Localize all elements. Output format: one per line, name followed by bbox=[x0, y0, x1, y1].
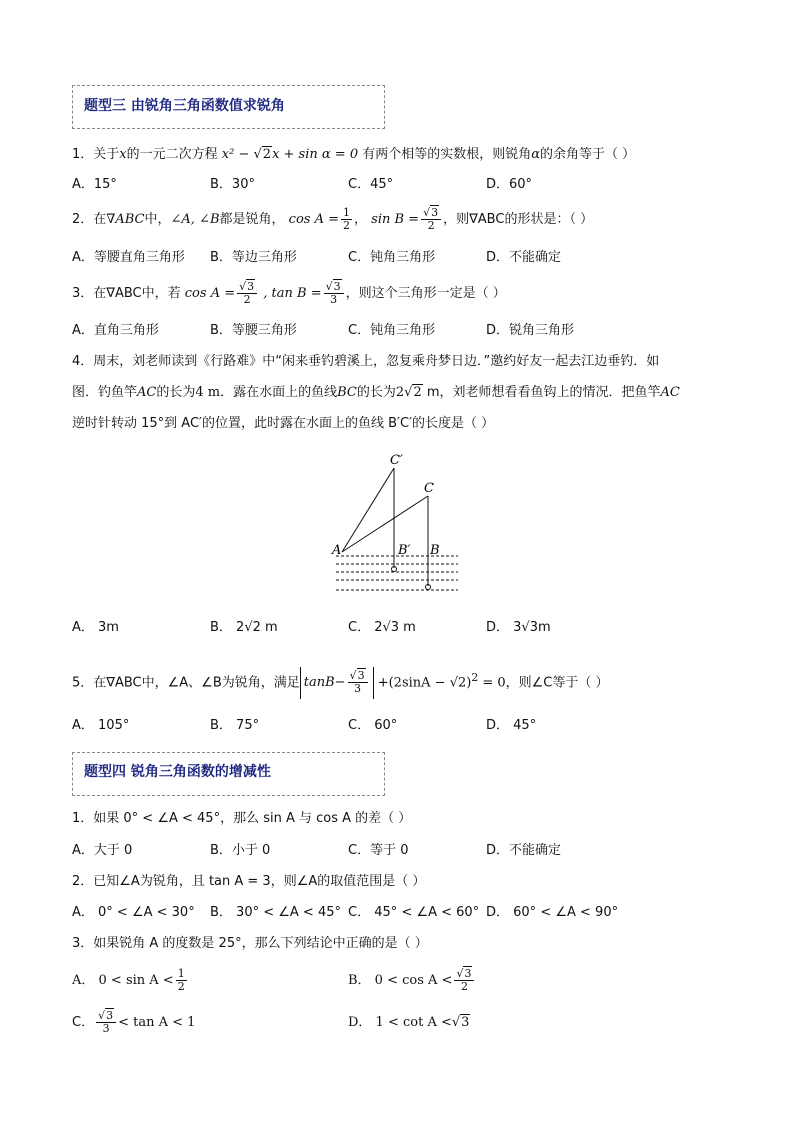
q3-stem: 3．在∇ABC中，若 cos A = $\frac{√3}{2}$ , tan B = $\frac{√3}{3}$ ，则这个三角形一定是（ ） bbox=[72, 280, 506, 306]
q2-stem: 2．在∇ABC中，∠A, ∠B都是锐角， cos A = $\frac{1}{2}$ ， sin B = $\frac{√3}{2}$ ，则∇ABC的形状是：（ ） bbox=[72, 206, 594, 232]
q4-line3: 逆时针转动 15°到 AC′的位置，此时露在水面上的鱼线 B′C′的长度是（ ） bbox=[72, 416, 495, 431]
q2-option-d[interactable]: D．不能确定 bbox=[486, 250, 562, 265]
q2-option-a[interactable]: A．等腰直角三角形 bbox=[72, 250, 185, 265]
label-b-prime: B′ bbox=[398, 543, 411, 558]
s4-q3-option-a[interactable]: A． 0 < sin A < $\frac{1}{2}$ bbox=[72, 967, 185, 993]
q2-option-c[interactable]: C．钝角三角形 bbox=[348, 250, 436, 265]
q5-option-c[interactable]: C． 60° bbox=[348, 718, 398, 733]
section4-title: 题型四 锐角三角函数的增减性 bbox=[84, 764, 271, 780]
s4-q1-option-b[interactable]: B．小于 0 bbox=[210, 843, 271, 858]
q5-option-d[interactable]: D． 45° bbox=[486, 718, 537, 733]
s4-q2-stem: 2．已知∠A为锐角，且 tan A = 3，则∠A的取值范围是（ ） bbox=[72, 874, 426, 889]
s4-q2-option-d[interactable]: D． 60° < ∠A < 90° bbox=[486, 905, 619, 920]
s4-q3-option-b[interactable]: B． 0 < cos A < $\frac{√3}{2}$ bbox=[348, 966, 476, 996]
s4-q2-option-a[interactable]: A． 0° < ∠A < 30° bbox=[72, 905, 195, 920]
q4-line2: 图．钓鱼竿AC的长为4 m．露在水面上的鱼线BC的长为2√2 m，刘老师想看看鱼钩上的情况．把鱼竿AC bbox=[72, 385, 680, 400]
s4-q1-option-d[interactable]: D．不能确定 bbox=[486, 843, 562, 858]
abs-value: tanB− $\frac{√3}{3}$ bbox=[300, 667, 374, 699]
q4-option-a[interactable]: A． 3m bbox=[72, 620, 119, 635]
q1-stem: 1．关于x的一元二次方程 x² − √2x + sin α = 0 有两个相等的实数根，则锐角α的余角等于（ ） bbox=[72, 147, 636, 162]
q2-option-b[interactable]: B．等边三角形 bbox=[210, 250, 297, 265]
s4-q3-stem: 3．如果锐角 A 的度数是 25°，那么下列结论中正确的是（ ） bbox=[72, 936, 428, 951]
s4-q1-option-c[interactable]: C．等于 0 bbox=[348, 843, 409, 858]
rod-ac-prime bbox=[342, 468, 394, 552]
q3-option-b[interactable]: B．等腰三角形 bbox=[210, 323, 297, 338]
label-a: A bbox=[332, 543, 342, 558]
q3-option-d[interactable]: D．锐角三角形 bbox=[486, 323, 575, 338]
q3-option-a[interactable]: A．直角三角形 bbox=[72, 323, 159, 338]
rod-ac bbox=[342, 496, 428, 552]
fishing-figure bbox=[328, 448, 468, 598]
q5-stem: 5．在∇ABC中，∠A、∠B为锐角，满足 tanB− $\frac{√3}{3}$ $+(2\sin A - √2)^2 = 0$，则∠C等于（ ） bbox=[72, 662, 609, 699]
q4-option-b[interactable]: B． 2√2 m bbox=[210, 620, 278, 635]
label-c: C bbox=[424, 481, 434, 496]
section3-title: 题型三 由锐角三角函数值求锐角 bbox=[84, 98, 285, 114]
label-c-prime: C′ bbox=[390, 453, 403, 468]
s4-q3-option-c[interactable]: C． $\frac{√3}{3}$ < tan A < 1 bbox=[72, 1009, 196, 1035]
q5-option-b[interactable]: B． 75° bbox=[210, 718, 260, 733]
q4-option-d[interactable]: D． 3√3m bbox=[486, 620, 551, 635]
q1-option-d[interactable]: D．60° bbox=[486, 177, 533, 192]
q5-option-a[interactable]: A． 105° bbox=[72, 718, 130, 733]
q1-option-b[interactable]: B．30° bbox=[210, 177, 255, 192]
s4-q1-option-a[interactable]: A．大于 0 bbox=[72, 843, 133, 858]
q3-option-c[interactable]: C．钝角三角形 bbox=[348, 323, 436, 338]
q4-line1: 4．周末，刘老师读到《行路难》中“闲来垂钓碧溪上，忽复乘舟梦日边．”邀约好友一起去江边垂钓．如 bbox=[72, 354, 660, 369]
s4-q2-option-b[interactable]: B． 30° < ∠A < 45° bbox=[210, 905, 341, 920]
s4-q3-option-d[interactable]: D． 1 < cot A <√3 bbox=[348, 1015, 470, 1030]
q1-option-c[interactable]: C．45° bbox=[348, 177, 394, 192]
label-b: B bbox=[430, 543, 440, 558]
s4-q1-stem: 1．如果 0° < ∠A < 45°，那么 sin A 与 cos A 的差（ ） bbox=[72, 811, 412, 826]
s4-q2-option-c[interactable]: C． 45° < ∠A < 60° bbox=[348, 905, 480, 920]
q1-option-a[interactable]: A．15° bbox=[72, 177, 117, 192]
q4-option-c[interactable]: C． 2√3 m bbox=[348, 620, 416, 635]
